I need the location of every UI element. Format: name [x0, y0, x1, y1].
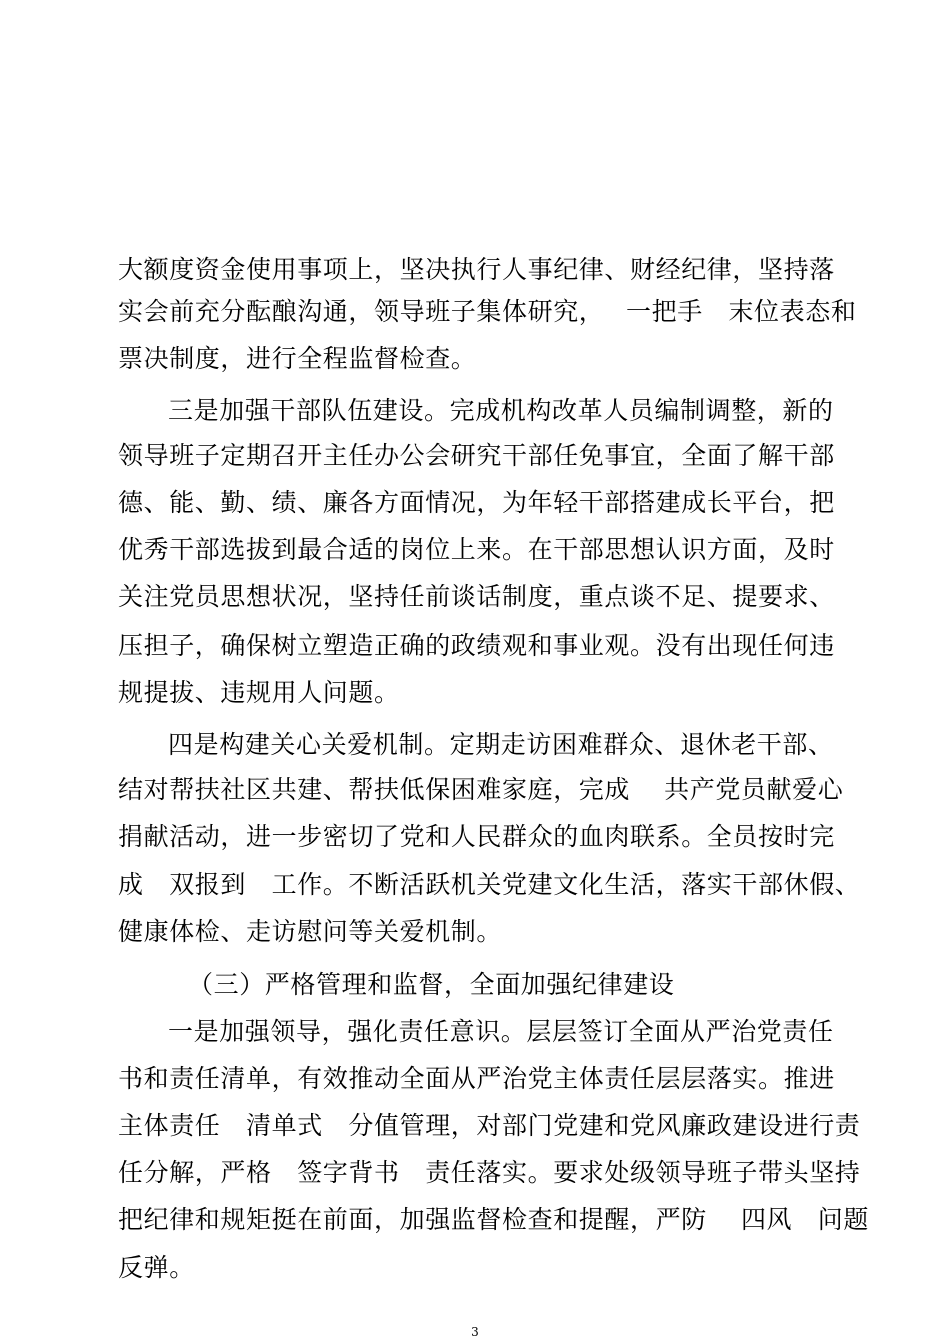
text-line: 主体责任 清单式 分值管理，对部门党建和党风廉政建设进行责: [118, 1111, 861, 1140]
text-line: 优秀干部选拔到最合适的岗位上来。在干部思想认识方面，及时: [118, 535, 835, 564]
text-line: 票决制度，进行全程监督检查。: [118, 344, 477, 373]
text-line: 领导班子定期召开主任办公会研究干部任免事宜，全面了解干部: [118, 441, 835, 470]
paragraph-start-line: 一是加强领导，强化责任意识。层层签订全面从严治党责任: [168, 1017, 834, 1046]
text-line: 反弹。: [118, 1253, 195, 1282]
section-heading: （三）严格管理和监督，全面加强纪律建设: [188, 970, 675, 999]
paragraph-start-line: 三是加强干部队伍建设。完成机构改革人员编制调整，新的: [168, 396, 834, 425]
text-line: 德、能、勤、绩、廉各方面情况，为年轻干部搭建成长平台，把: [118, 488, 835, 517]
text-line: 规提拔、违规用人问题。: [118, 678, 400, 707]
page-number: 3: [471, 1325, 479, 1339]
text-line: 大额度资金使用事项上，坚决执行人事纪律、财经纪律，坚持落: [118, 255, 835, 284]
text-line: 健康体检、走访慰问等关爱机制。: [118, 917, 503, 946]
text-line: 捐献活动，进一步密切了党和人民群众的血肉联系。全员按时完: [118, 822, 835, 851]
text-line: 压担子，确保树立塑造正确的政绩观和事业观。没有出现任何违: [118, 631, 835, 660]
text-line: 任分解，严格 签字背书 责任落实。要求处级领导班子带头坚持: [118, 1158, 861, 1187]
text-line: 结对帮扶社区共建、帮扶低保困难家庭，完成 共产党员献爱心: [118, 775, 844, 804]
text-line: 成 双报到 工作。不断活跃机关党建文化生活，落实干部休假、: [118, 870, 861, 899]
text-line: 实会前充分酝酿沟通，领导班子集体研究， 一把手 末位表态和: [118, 297, 857, 326]
text-line: 关注党员思想状况，坚持任前谈话制度，重点谈不足、提要求、: [118, 582, 835, 611]
paragraph-start-line: 四是构建关心关爱机制。定期走访困难群众、退休老干部、: [168, 730, 834, 759]
text-line: 书和责任清单，有效推动全面从严治党主体责任层层落实。推进: [118, 1064, 835, 1093]
text-line: 把纪律和规矩挺在前面，加强监督检查和提醒，严防 四风 问题: [118, 1205, 869, 1234]
